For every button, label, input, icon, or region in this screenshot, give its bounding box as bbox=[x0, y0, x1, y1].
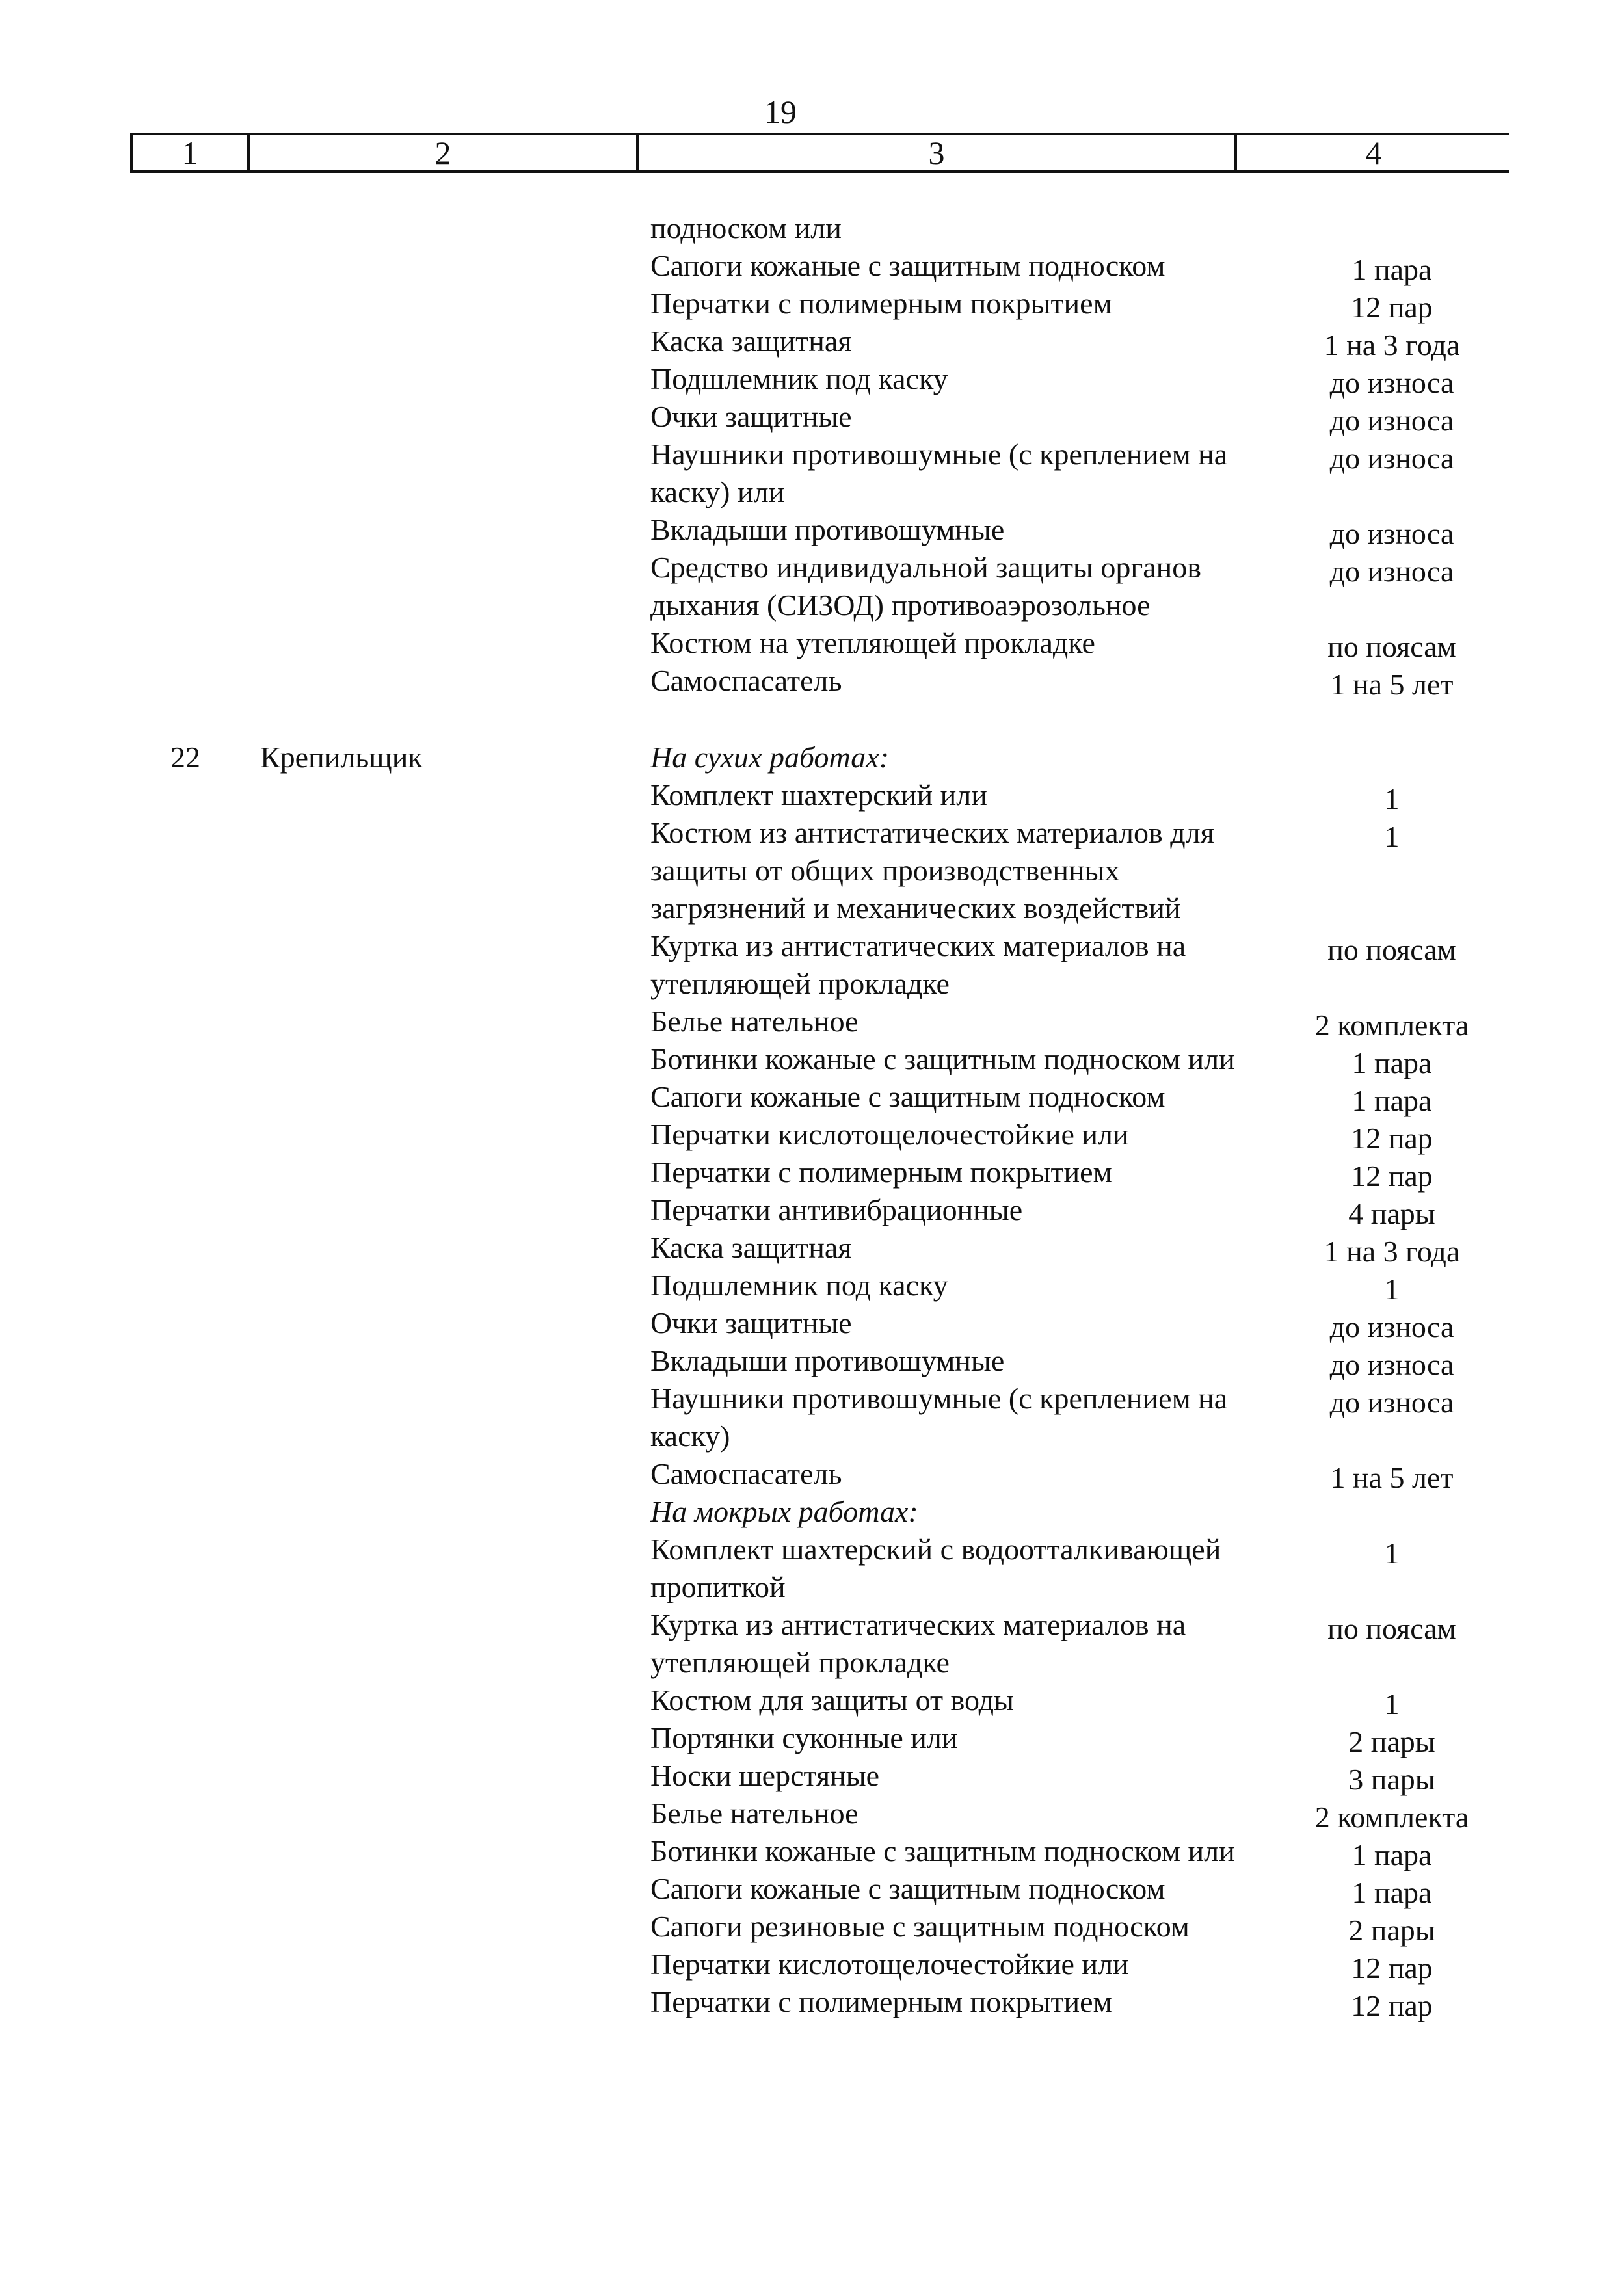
ppe-item-quantity: 1 пара bbox=[1351, 1084, 1432, 1117]
ppe-item-name: Комплект шахтерский с водоотталкивающей пропиткой bbox=[650, 1533, 1221, 1603]
ppe-item-quantity: 1 bbox=[1384, 782, 1400, 815]
header-col-1: 1 bbox=[133, 135, 250, 170]
ppe-item-quantity: по поясам bbox=[1327, 933, 1456, 966]
table-row bbox=[0, 1870, 1624, 1908]
ppe-item-name: Белье нательное bbox=[650, 1797, 859, 1830]
ppe-item-name: Самоспасатель bbox=[650, 1457, 842, 1490]
ppe-item-name: Сапоги кожаные с защитным подноском bbox=[650, 1872, 1165, 1905]
ppe-item-name: Ботинки кожаные с защитным подноском или bbox=[650, 1834, 1235, 1867]
table-row bbox=[0, 1154, 1624, 1191]
ppe-item-name: Сапоги кожаные с защитным подноском bbox=[650, 249, 1165, 282]
ppe-item-name: Сапоги кожаные с защитным подноском bbox=[650, 1080, 1165, 1113]
ppe-item-name: Портянки суконные или bbox=[650, 1721, 958, 1754]
ppe-item-quantity: 12 пар bbox=[1351, 1989, 1433, 2022]
ppe-item-quantity: 1 на 3 года bbox=[1324, 328, 1460, 362]
ppe-item-quantity: 1 bbox=[1384, 820, 1400, 853]
table-row bbox=[0, 1191, 1624, 1229]
ppe-item-name: Перчатки кислотощелочестойкие или bbox=[650, 1118, 1129, 1151]
table-row bbox=[0, 1229, 1624, 1267]
ppe-item-name: Каска защитная bbox=[650, 324, 852, 358]
table-row bbox=[0, 1531, 1624, 1606]
ppe-item-name: Сапоги резиновые с защитным подноском bbox=[650, 1910, 1190, 1943]
ppe-item-name: Куртка из антистатических материалов на утепляющей прокладке bbox=[650, 1608, 1186, 1679]
ppe-item-name: Перчатки с полимерным покрытием bbox=[650, 1985, 1112, 2018]
table-row bbox=[0, 1267, 1624, 1304]
ppe-item-name: Ботинки кожаные с защитным подноском или bbox=[650, 1042, 1235, 1075]
ppe-item-quantity: 1 пара bbox=[1351, 1876, 1432, 1909]
table-row bbox=[0, 323, 1624, 360]
ppe-item-quantity: 3 пары bbox=[1348, 1763, 1435, 1796]
ppe-item-quantity: 1 на 5 лет bbox=[1330, 1461, 1454, 1494]
table-row bbox=[0, 776, 1624, 814]
row-number: 22 bbox=[170, 741, 200, 774]
ppe-item-quantity: 1 пара bbox=[1351, 1046, 1432, 1079]
ppe-item-name: Очки защитные bbox=[650, 400, 852, 433]
ppe-item-quantity: до износа bbox=[1329, 1310, 1454, 1343]
ppe-item-name: Средство индивидуальной защиты органов дыхания (СИЗОД) противоаэрозольное bbox=[650, 551, 1201, 622]
ppe-item-quantity: 12 пар bbox=[1351, 1951, 1433, 1985]
table-row bbox=[0, 1832, 1624, 1870]
ppe-item-quantity: 1 bbox=[1384, 1273, 1400, 1306]
ppe-item-quantity: 12 пар bbox=[1351, 1122, 1433, 1155]
ppe-item-quantity: 1 пара bbox=[1351, 253, 1432, 286]
table-row bbox=[0, 285, 1624, 323]
ppe-item-name: Вкладыши противошумные bbox=[650, 513, 1005, 546]
table-row bbox=[0, 1342, 1624, 1380]
ppe-item-name: Перчатки антивибрационные bbox=[650, 1193, 1023, 1226]
ppe-item-quantity: 2 комплекта bbox=[1314, 1009, 1469, 1042]
ppe-item-quantity: 2 пары bbox=[1348, 1914, 1435, 1947]
header-col-4: 4 bbox=[1365, 135, 1382, 171]
page-number: 19 bbox=[764, 94, 797, 130]
table-row bbox=[0, 1983, 1624, 2021]
table-header bbox=[130, 133, 1509, 173]
table-row bbox=[0, 927, 1624, 1003]
table-row bbox=[0, 511, 1624, 549]
ppe-item-name: Костюм для защиты от воды bbox=[650, 1683, 1014, 1717]
ppe-item-name: Вкладыши противошумные bbox=[650, 1344, 1005, 1377]
table-row bbox=[0, 1116, 1624, 1154]
table-row bbox=[0, 398, 1624, 436]
table-row bbox=[0, 1003, 1624, 1040]
ppe-item-name: Наушники противошумные (с креплением на каску) bbox=[650, 1382, 1228, 1453]
header-col-2: 2 bbox=[250, 135, 639, 170]
ppe-item-name: Перчатки с полимерным покрытием bbox=[650, 1155, 1112, 1189]
ppe-item-name: Каска защитная bbox=[650, 1231, 852, 1264]
table-row bbox=[0, 247, 1624, 285]
ppe-item-quantity: 4 пары bbox=[1348, 1197, 1435, 1230]
table-row bbox=[0, 1493, 1624, 1531]
ppe-item-name: Костюм на утепляющей прокладке bbox=[650, 626, 1095, 659]
table-row bbox=[0, 1380, 1624, 1455]
ppe-item-name: Очки защитные bbox=[650, 1306, 852, 1339]
ppe-item-name: Перчатки кислотощелочестойкие или bbox=[650, 1947, 1129, 1981]
ppe-item-quantity: до износа bbox=[1329, 366, 1454, 399]
ppe-item-quantity: до износа bbox=[1329, 555, 1454, 588]
ppe-item-name: Подшлемник под каску bbox=[650, 362, 948, 395]
ppe-item-name: Костюм из антистатических материалов для защиты от общих производственных загрязнений и механических воздействий bbox=[650, 816, 1214, 925]
ppe-item-quantity: 1 bbox=[1384, 1687, 1400, 1721]
ppe-item-quantity: до износа bbox=[1329, 442, 1454, 475]
table-row bbox=[0, 549, 1624, 624]
table-row bbox=[0, 739, 1624, 776]
ppe-item-quantity: 2 комплекта bbox=[1314, 1801, 1469, 1834]
ppe-item-name: Подшлемник под каску bbox=[650, 1269, 948, 1302]
ppe-item-name: Комплект шахтерский или bbox=[650, 778, 987, 812]
table-row bbox=[0, 209, 1624, 247]
table-row bbox=[0, 662, 1624, 700]
table-row bbox=[0, 1757, 1624, 1795]
table-body bbox=[0, 209, 1624, 2021]
table-row bbox=[0, 1078, 1624, 1116]
table-row bbox=[0, 1908, 1624, 1946]
ppe-item-name: Носки шерстяные bbox=[650, 1759, 880, 1792]
table-row bbox=[0, 1606, 1624, 1682]
ppe-item-quantity: 1 на 3 года bbox=[1324, 1235, 1460, 1268]
ppe-item-quantity: 1 на 5 лет bbox=[1330, 668, 1454, 701]
header-col-3: 3 bbox=[639, 135, 1237, 170]
ppe-item-name: Белье нательное bbox=[650, 1005, 859, 1038]
table-row bbox=[0, 360, 1624, 398]
ppe-item-quantity: 12 пар bbox=[1351, 1159, 1433, 1193]
ppe-item-quantity: 12 пар bbox=[1351, 291, 1433, 324]
ppe-item-quantity: до износа bbox=[1329, 517, 1454, 550]
profession-name: Крепильщик bbox=[260, 741, 423, 774]
table-row bbox=[0, 436, 1624, 511]
ppe-item-name: Перчатки с полимерным покрытием bbox=[650, 287, 1112, 320]
ppe-item-quantity: по поясам bbox=[1327, 630, 1456, 663]
ppe-item-quantity: 1 пара bbox=[1351, 1838, 1432, 1871]
table-row bbox=[0, 1719, 1624, 1757]
ppe-item-quantity: 1 bbox=[1384, 1537, 1400, 1570]
ppe-item-quantity: 2 пары bbox=[1348, 1725, 1435, 1758]
ppe-item-quantity: до износа bbox=[1329, 1348, 1454, 1381]
ppe-item-name: подноском или bbox=[650, 211, 842, 244]
table-row bbox=[0, 1795, 1624, 1832]
table-row bbox=[0, 1682, 1624, 1719]
table-row bbox=[0, 1304, 1624, 1342]
ppe-item-name: Куртка из антистатических материалов на утепляющей прокладке bbox=[650, 929, 1186, 1000]
table-row bbox=[0, 814, 1624, 927]
table-row bbox=[0, 1946, 1624, 1983]
table-row bbox=[0, 624, 1624, 662]
ppe-item-quantity: по поясам bbox=[1327, 1612, 1456, 1645]
ppe-item-quantity: до износа bbox=[1329, 404, 1454, 437]
work-condition-heading: На мокрых работах: bbox=[650, 1495, 918, 1528]
ppe-item-quantity: до износа bbox=[1329, 1386, 1454, 1419]
work-condition-heading: На сухих работах: bbox=[650, 741, 890, 774]
table-row bbox=[0, 1040, 1624, 1078]
ppe-item-name: Самоспасатель bbox=[650, 664, 842, 697]
ppe-item-name: Наушники противошумные (с креплением на каску) или bbox=[650, 438, 1228, 508]
table-row bbox=[0, 1455, 1624, 1493]
